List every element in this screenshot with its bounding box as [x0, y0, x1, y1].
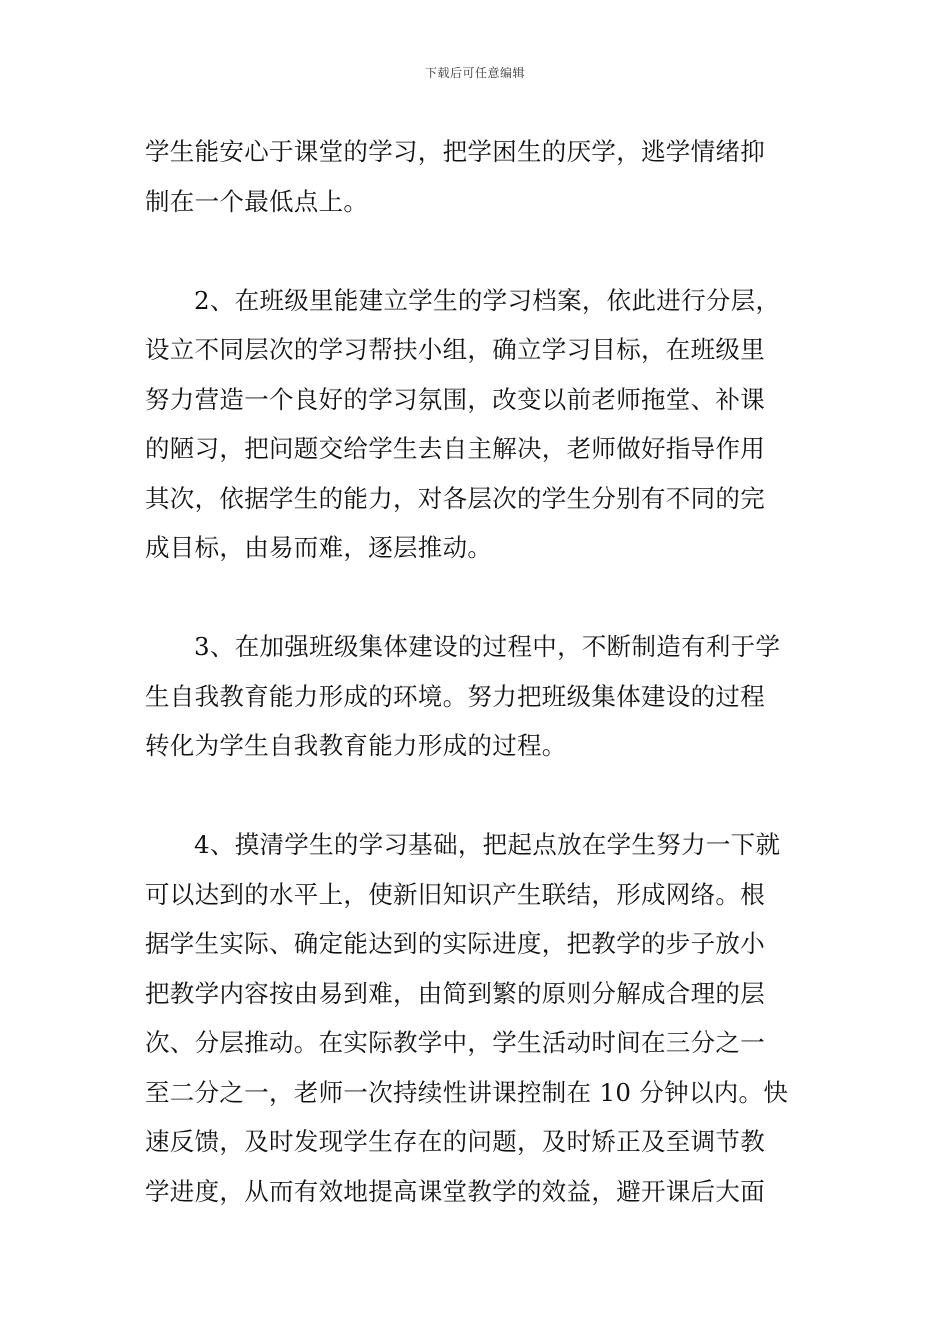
- text-line: 3、在加强班级集体建设的过程中，不断制造有利于学: [194, 632, 781, 661]
- text-line: 的陋习，把问题交给学生去自主解决，老师做好指导作用: [145, 434, 765, 463]
- text-line: 学生能安心于课堂的学习，把学困生的厌学，逃学情绪抑: [145, 137, 765, 166]
- text-line: 可以达到的水平上，使新旧知识产生联结，形成网络。根: [145, 879, 765, 909]
- paragraph-2: [145, 276, 810, 573]
- paragraph-4: [145, 820, 810, 1216]
- paragraph-gap: [145, 226, 810, 276]
- paragraph-gap: [145, 771, 810, 821]
- text-line: 2、在班级里能建立学生的学习档案，依此进行分层，: [194, 285, 781, 315]
- text-line: 生自我教育能力形成的环境。努力把班级集体建设的过程: [145, 681, 765, 711]
- text-line: 至二分之一，老师一次持续性讲课控制在 10 分钟以内。快: [145, 1077, 789, 1107]
- paragraph-1: [145, 127, 810, 226]
- text-line: 速反馈，及时发现学生存在的问题，及时矫正及至调节教: [145, 1127, 765, 1156]
- text-line: 4、摸清学生的学习基础，把起点放在学生努力一下就: [194, 830, 781, 859]
- paragraph-gap: [145, 573, 810, 623]
- text-line: 努力营造一个良好的学习氛围，改变以前老师拖堂、补课: [145, 384, 765, 414]
- text-line: 成目标，由易而难，逐层推动。: [145, 533, 493, 562]
- text-line: 学进度，从而有效地提高课堂教学的效益，避开课后大面: [145, 1176, 765, 1206]
- text-line: 转化为学生自我教育能力形成的过程。: [145, 731, 567, 760]
- text-line: 设立不同层次的学习帮扶小组，确立学习目标，在班级里: [145, 335, 765, 364]
- text-line: 其次，依据学生的能力，对各层次的学生分别有不同的完: [145, 483, 765, 513]
- page-header: 下载后可任意编辑: [424, 66, 525, 80]
- text-line: 把教学内容按由易到难，由简到繁的原则分解成合理的层: [145, 978, 765, 1008]
- text-line: 制在一个最低点上。: [145, 186, 369, 216]
- text-line: 次、分层推动。在实际教学中，学生活动时间在三分之一: [145, 1028, 765, 1057]
- text-line: 据学生实际、确定能达到的实际进度，把教学的步子放小: [145, 929, 765, 958]
- document-body: [145, 127, 810, 1216]
- paragraph-3: [145, 622, 810, 771]
